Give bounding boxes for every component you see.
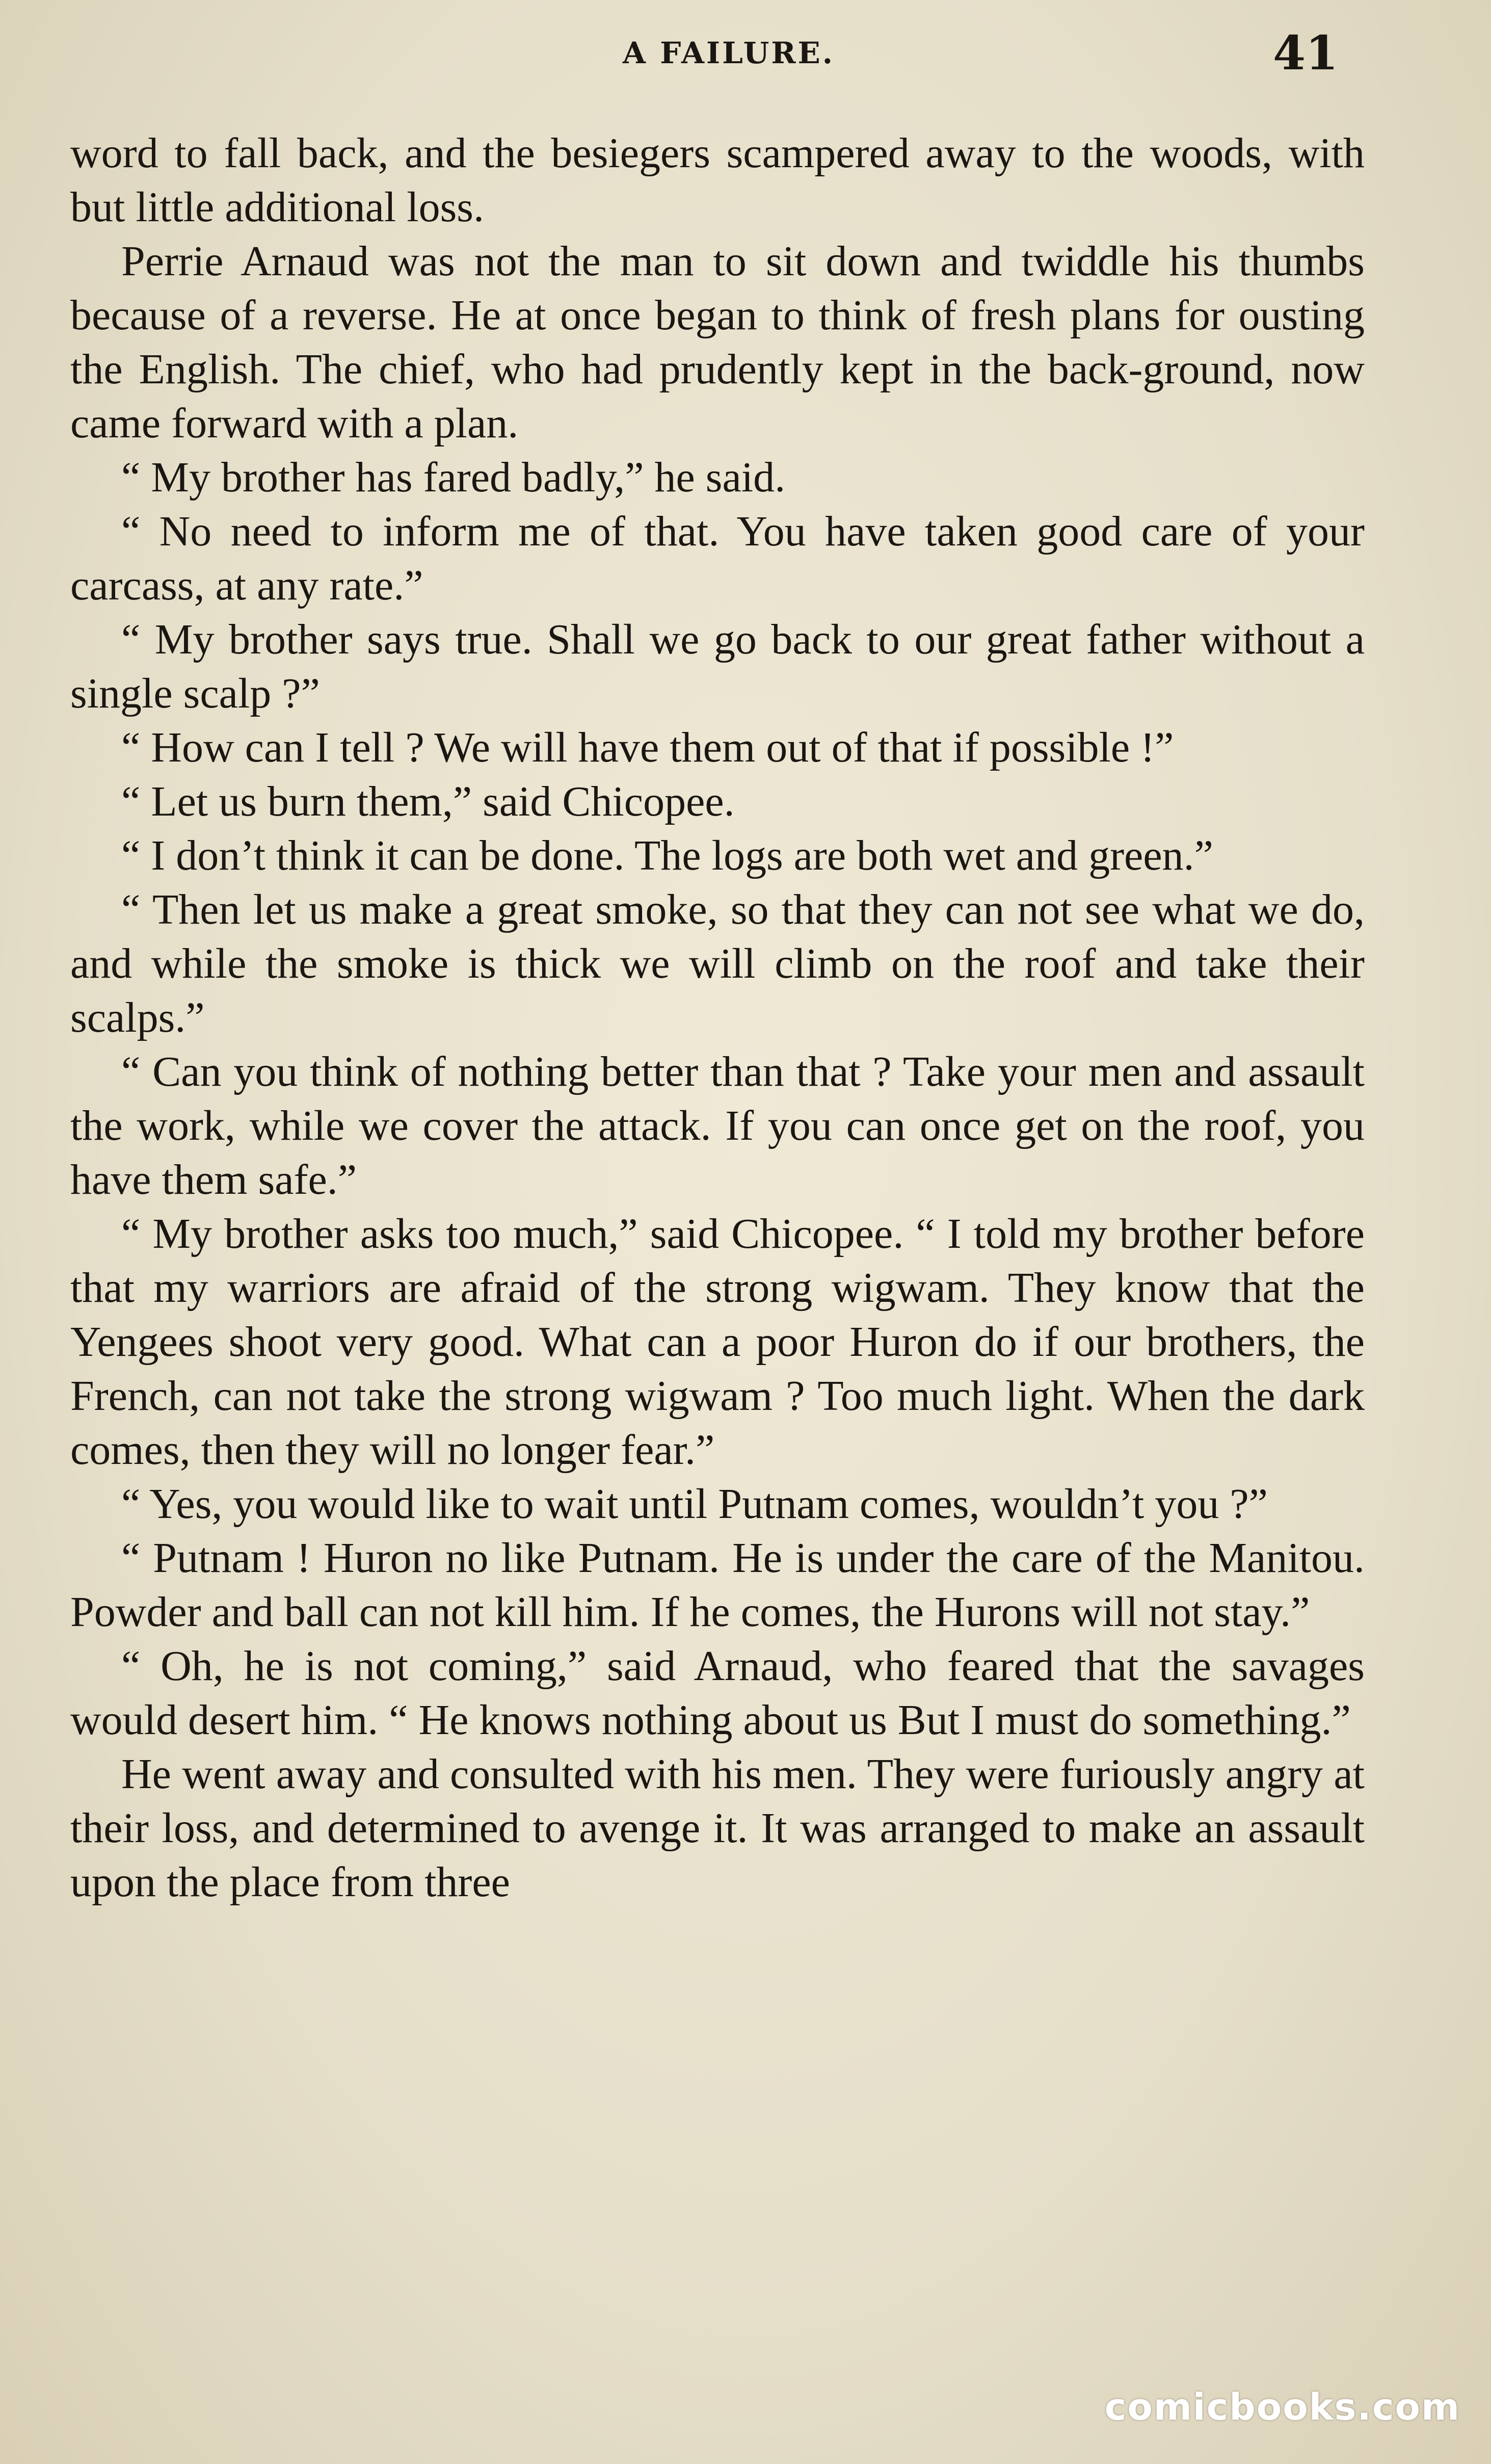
paragraph: “ Oh, he is not coming,” said Arnaud, who feared that the savages would desert him. “ He knows nothing about us But I must do something.” — [70, 1642, 1365, 1744]
paragraph: “ Putnam ! Huron no like Putnam. He is under the care of the Manitou. Powder and ball can not kill him. If he comes, the Hurons will not stay.” — [70, 1534, 1365, 1636]
page-header — [0, 15, 1491, 92]
paragraph: “ My brother has fared badly,” he said. — [121, 454, 786, 501]
page-number: 41 — [1272, 25, 1338, 81]
paragraph: “ Then let us make a great smoke, so that they can not see what we do, and while the smoke is thick we will climb on the roof and take their scalps.” — [70, 886, 1365, 1041]
paragraph: Perrie Arnaud was not the man to sit down and twiddle his thumbs because of a reverse. He at once began to think of fresh plans for ousting the English. The chief, who had prudently kept in the back-ground, now came forward with a plan. — [70, 238, 1365, 447]
paragraph: “ No need to inform me of that. You have taken good care of your carcass, at any rate.” — [70, 508, 1365, 609]
paragraph: “ Can you think of nothing better than that ? Take your men and assault the work, while we cover the attack. If you can once get on the roof, you have them safe.” — [70, 1048, 1365, 1203]
paragraph: word to fall back, and the besiegers scampered away to the woods, with but little additional loss. — [70, 129, 1365, 231]
paragraph: He went away and consulted with his men. They were furiously angry at their loss, and determined to avenge it. It was arranged to make an assault upon the place from three — [70, 1750, 1365, 1906]
body-text — [70, 126, 1365, 1909]
running-title: A FAILURE. — [623, 36, 835, 70]
paragraph: “ How can I tell ? We will have them out of that if possible !” — [121, 724, 1174, 771]
paragraph: “ I don’t think it can be done. The logs are both wet and green.” — [121, 832, 1213, 879]
paragraph: “ My brother asks too much,” said Chicopee. “ I told my brother before that my warriors are afraid of the strong wigwam. They know that the Yengees shoot very good. What can a poor Huron do if our brothers, the French, can not take the strong wigwam ? Too much light. When the dark comes, then they will no longer fear.” — [70, 1210, 1365, 1474]
paragraph: “ My brother says true. Shall we go back to our great father without a single scalp ?” — [70, 616, 1365, 717]
watermark: comicbooks.com — [1104, 2386, 1460, 2428]
paragraph: “ Yes, you would like to wait until Putnam comes, wouldn’t you ?” — [121, 1480, 1268, 1528]
paragraph: “ Let us burn them,” said Chicopee. — [121, 778, 735, 825]
